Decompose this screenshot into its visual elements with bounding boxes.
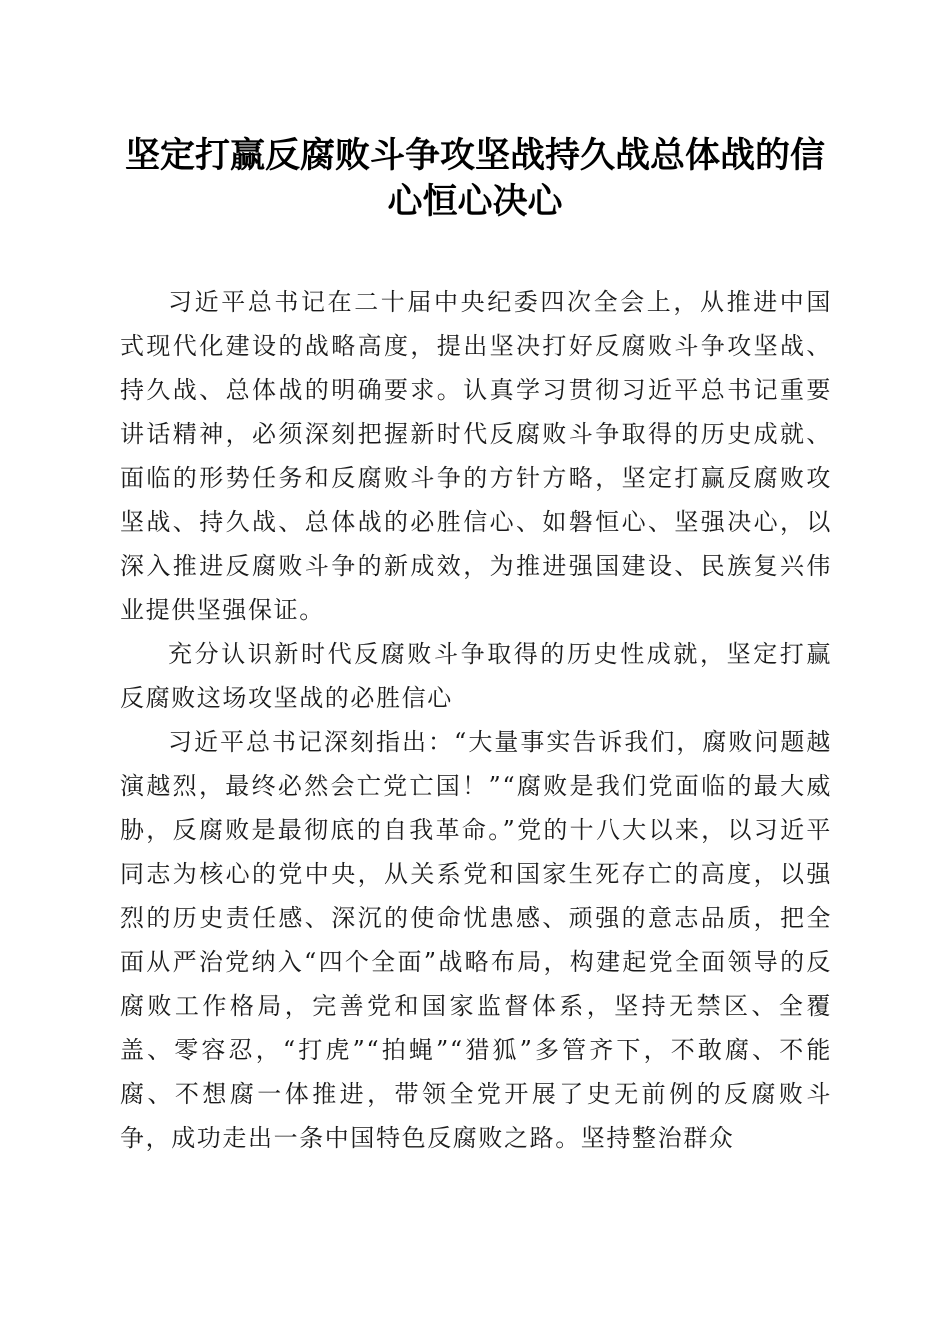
document-body (120, 280, 832, 1160)
paragraph-section-heading: 充分认识新时代反腐败斗争取得的历史性成就，坚定打赢反腐败这场攻坚战的必胜信心 (120, 640, 832, 712)
document-title: 坚定打赢反腐败斗争攻坚战持久战总体战的信心恒心决心 (124, 135, 825, 222)
paragraph-body: 习近平总书记深刻指出：“大量事实告诉我们，腐败问题越演越烈，最终必然会亡党亡国！”“腐败是我们党面临的最大威胁，反腐败是最彻底的自我革命。”党的十八大以来，以习近平同志为核心的党中央，从关系党和国家生死存亡的高度，以强烈的历史责任感、深沉的使命忧患感、顽强的意志品质，把全面从严治党纳入“四个全面”战略布局，构建起党全面领导的反腐败工作格局，完善党和国家监督体系，坚持无禁区、全覆盖、零容忍，“打虎”“拍蝇”“猎狐”多管齐下，不敢腐、不能腐、不想腐一体推进，带领全党开展了史无前例的反腐败斗争，成功走出一条中国特色反腐败之路。坚持整治群众 (120, 728, 832, 1152)
paragraph-intro: 习近平总书记在二十届中央纪委四次全会上，从推进中国式现代化建设的战略高度，提出坚决打好反腐败斗争攻坚战、持久战、总体战的明确要求。认真学习贯彻习近平总书记重要讲话精神，必须深刻把握新时代反腐败斗争取得的历史成就、面临的形势任务和反腐败斗争的方针方略，坚定打赢反腐败攻坚战、持久战、总体战的必胜信心、如磐恒心、坚强决心，以深入推进反腐败斗争的新成效，为推进强国建设、民族复兴伟业提供坚强保证。 (120, 288, 832, 624)
